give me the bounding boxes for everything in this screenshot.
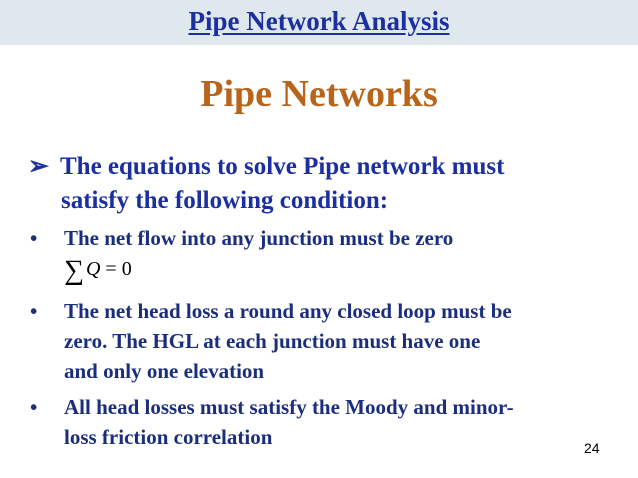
bullet-item xyxy=(28,296,618,386)
slide-number: 24 xyxy=(584,440,600,456)
bullet-item xyxy=(28,223,618,253)
bullet-dot-icon: • xyxy=(30,226,38,250)
bullet-dot-icon: • xyxy=(30,395,38,419)
equation-operator: = xyxy=(105,258,117,280)
equation-value: 0 xyxy=(121,258,132,280)
sigma-symbol: ∑ xyxy=(64,255,84,286)
lead-point xyxy=(28,150,608,218)
bullet-dot-icon: • xyxy=(30,299,38,323)
equation-variable: Q xyxy=(85,258,101,280)
flow-equation xyxy=(64,255,132,287)
bullet-line: loss friction correlation xyxy=(64,425,273,449)
bullet-item xyxy=(28,392,618,452)
lead-line-1: The equations to solve Pipe network must xyxy=(60,153,505,180)
bullet-line: zero. The HGL at each junction must have one xyxy=(64,329,481,353)
bullet-line: The net flow into any junction must be zero xyxy=(64,226,454,250)
arrow-bullet-icon: ➢ xyxy=(28,153,49,180)
bullet-line: and only one elevation xyxy=(64,359,265,383)
lead-line-2: satisfy the following condition: xyxy=(61,187,389,214)
bullet-line: All head losses must satisfy the Moody and minor- xyxy=(64,395,514,419)
bullet-line: The net head loss a round any closed loop must be xyxy=(64,299,512,323)
header-title[interactable]: Pipe Network Analysis xyxy=(188,6,450,36)
slide-title: Pipe Networks xyxy=(200,73,438,115)
